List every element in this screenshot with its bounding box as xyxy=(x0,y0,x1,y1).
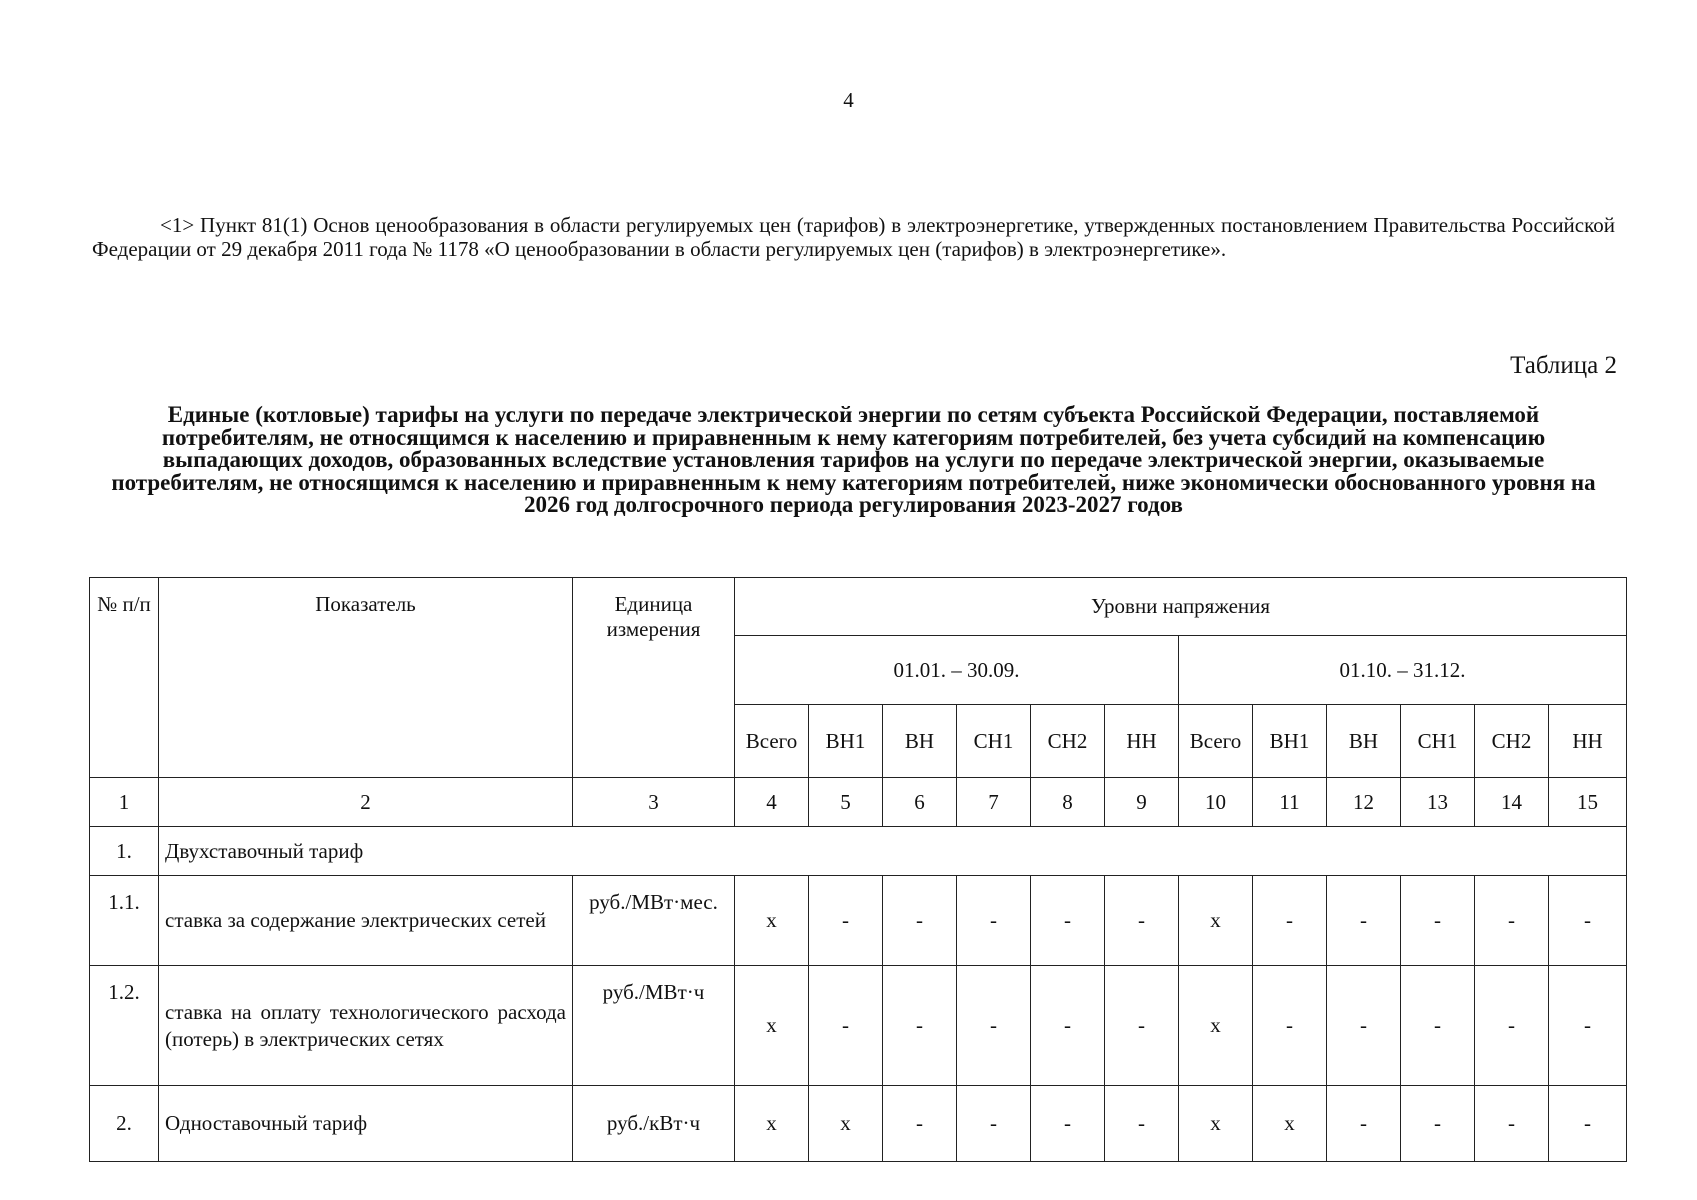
row-value: - xyxy=(1401,1086,1475,1162)
column-number: 10 xyxy=(1179,778,1253,827)
header-level: Всего xyxy=(735,705,809,778)
row-value: - xyxy=(1327,876,1401,966)
row-value: x xyxy=(735,966,809,1086)
header-level: ВН1 xyxy=(1253,705,1327,778)
row-value: - xyxy=(1549,966,1627,1086)
header-indicator: Показатель xyxy=(159,578,573,778)
row-num: 2. xyxy=(90,1086,159,1162)
row-value: - xyxy=(883,876,957,966)
header-level: СН2 xyxy=(1475,705,1549,778)
table-row xyxy=(90,876,1627,966)
row-value: x xyxy=(735,876,809,966)
page-number: 4 xyxy=(843,88,854,112)
row-value: - xyxy=(809,876,883,966)
row-unit: руб./МВт·мес. xyxy=(573,876,735,966)
column-number: 1 xyxy=(90,778,159,827)
table-row xyxy=(90,966,1627,1086)
row-value: - xyxy=(957,876,1031,966)
footnote: <1> Пункт 81(1) Основ ценообразования в области регулируемых цен (тарифов) в электроэнергетике, утвержденных постановлением Правительства Российской Федерации от 29 декабря 2011 года № 1178 «О ценообразовании в области регулируемых цен (тарифов) в электроэнергетике». xyxy=(92,213,1615,261)
header-level: Всего xyxy=(1179,705,1253,778)
column-number: 11 xyxy=(1253,778,1327,827)
table-header-row xyxy=(90,578,1627,636)
row-value: x xyxy=(1179,966,1253,1086)
row-value: - xyxy=(1475,966,1549,1086)
row-value: - xyxy=(1105,966,1179,1086)
table-title: Единые (котловые) тарифы на услуги по передаче электрической энергии по сетям субъекта Российской Федерации, поставляемой потребителям, не относящимся к населению и приравненным к нему категориям потребителей, без учета субсидий на компенсацию выпадающих доходов, образованных вследствие установления тарифов на услуги по передаче электрической энергии, оказываемые потребителям, не относящимся к населению и приравненным к нему категориям потребителей, ниже экономически обоснованного уровня на 2026 год долгосрочного периода регулирования 2023-2027 годов xyxy=(111,402,1596,517)
row-value: - xyxy=(1327,1086,1401,1162)
row-value: - xyxy=(957,1086,1031,1162)
header-period-2: 01.10. – 31.12. xyxy=(1179,636,1627,705)
column-number: 12 xyxy=(1327,778,1401,827)
header-unit: Единица измерения xyxy=(573,578,735,778)
table-row-section-1 xyxy=(90,827,1627,876)
row-unit: руб./МВт·ч xyxy=(573,966,735,1086)
column-number: 5 xyxy=(809,778,883,827)
header-level: СН1 xyxy=(957,705,1031,778)
column-number: 15 xyxy=(1549,778,1627,827)
header-level: НН xyxy=(1105,705,1179,778)
row-unit: руб./кВт·ч xyxy=(573,1086,735,1162)
row-value: - xyxy=(1549,1086,1627,1162)
row-value: - xyxy=(957,966,1031,1086)
row-value: - xyxy=(1549,876,1627,966)
row-num: 1. xyxy=(90,827,159,876)
row-value: - xyxy=(883,1086,957,1162)
row-indicator: Двухставочный тариф xyxy=(159,827,1627,876)
column-number: 13 xyxy=(1401,778,1475,827)
header-level: СН1 xyxy=(1401,705,1475,778)
header-level: ВН xyxy=(883,705,957,778)
header-level: ВН xyxy=(1327,705,1401,778)
row-value: - xyxy=(1253,966,1327,1086)
row-value: - xyxy=(809,966,883,1086)
column-number: 2 xyxy=(159,778,573,827)
column-number: 8 xyxy=(1031,778,1105,827)
row-value: - xyxy=(1031,1086,1105,1162)
row-indicator: ставка за содержание электрических сетей xyxy=(159,876,573,966)
column-number: 9 xyxy=(1105,778,1179,827)
row-value: - xyxy=(1475,1086,1549,1162)
header-level: НН xyxy=(1549,705,1627,778)
row-value: - xyxy=(1401,966,1475,1086)
column-numbers-row xyxy=(90,778,1627,827)
row-value: - xyxy=(1031,966,1105,1086)
row-indicator: Одноставочный тариф xyxy=(159,1086,573,1162)
column-number: 7 xyxy=(957,778,1031,827)
column-number: 3 xyxy=(573,778,735,827)
header-level: СН2 xyxy=(1031,705,1105,778)
row-value: x xyxy=(1253,1086,1327,1162)
row-value: - xyxy=(1401,876,1475,966)
tariffs-table xyxy=(89,577,1627,1162)
row-value: x xyxy=(735,1086,809,1162)
row-num: 1.1. xyxy=(90,876,159,966)
table-label: Таблица 2 xyxy=(1510,352,1617,379)
column-number: 4 xyxy=(735,778,809,827)
row-value: x xyxy=(1179,1086,1253,1162)
header-level: ВН1 xyxy=(809,705,883,778)
row-value: - xyxy=(1475,876,1549,966)
row-indicator: ставка на оплату технологического расхода (потерь) в электрических сетях xyxy=(159,966,573,1086)
row-value: - xyxy=(883,966,957,1086)
row-value: x xyxy=(809,1086,883,1162)
row-num: 1.2. xyxy=(90,966,159,1086)
column-number: 14 xyxy=(1475,778,1549,827)
row-value: x xyxy=(1179,876,1253,966)
row-value: - xyxy=(1327,966,1401,1086)
table-row xyxy=(90,1086,1627,1162)
header-period-1: 01.01. – 30.09. xyxy=(735,636,1179,705)
row-value: - xyxy=(1105,876,1179,966)
row-value: - xyxy=(1105,1086,1179,1162)
header-voltage-levels: Уровни напряжения xyxy=(735,578,1627,636)
row-value: - xyxy=(1253,876,1327,966)
column-number: 6 xyxy=(883,778,957,827)
row-value: - xyxy=(1031,876,1105,966)
header-num: № п/п xyxy=(90,578,159,778)
